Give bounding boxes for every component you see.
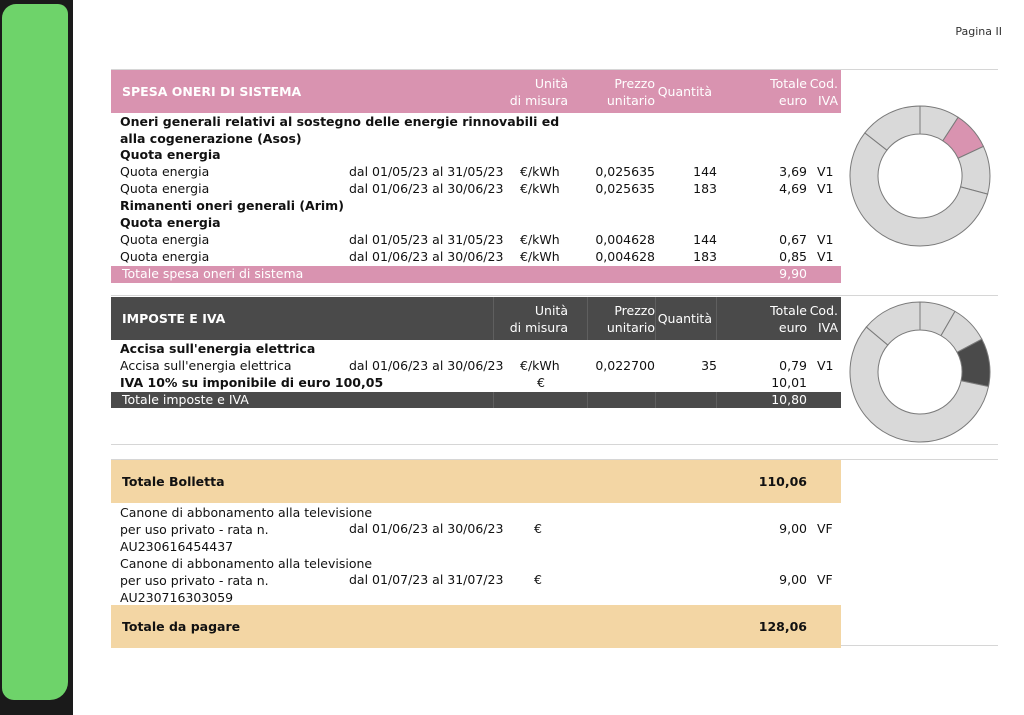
total-value: 9,90 [779,266,807,281]
subsection-heading: Quota energia [120,147,221,162]
imposte-header [111,297,841,340]
col-qty-header: Quantità [657,84,712,99]
section-heading: Oneri generali relativi al sostegno delle energie rinnovabili ed alla cogenerazione (Asos) [120,114,560,146]
redaction-mark [2,4,68,700]
total-label: Totale spesa oneri di sistema [122,266,304,281]
col-unit-header: Unità di misura [509,76,568,108]
table-row: Quota energia dal 01/06/23 al 30/06/23 €/kWh 0,025635 183 4,69 V1 [120,181,834,196]
table-row: Quota energia dal 01/05/23 al 31/05/23 €/kWh 0,004628 144 0,67 V1 [120,232,834,247]
left-margin-strip [0,0,73,715]
col-total-header: Totale euro [770,76,807,108]
imposte-title: IMPOSTE E IVA [122,311,226,326]
table-row: Quota energia dal 01/06/23 al 30/06/23 €/kWh 0,004628 183 0,85 V1 [120,249,834,264]
col-total-header: Totale euro [770,303,807,335]
imposte-donut [848,300,992,444]
page-number: Pagina II [955,25,1002,38]
total-value: 110,06 [758,474,807,489]
col-cod-header: Cod. IVA [809,303,838,335]
pagare-total-row [111,605,841,648]
total-label: Totale da pagare [122,619,241,634]
subsection-heading: Quota energia [120,215,221,230]
total-value: 10,80 [771,392,807,407]
section-heading: Accisa sull'energia elettrica [120,341,316,356]
oneri-header [111,70,841,113]
total-label: Totale imposte e IVA [122,392,249,407]
table-row: Canone di abbonamento alla televisione per uso privato - rata n. AU230716303059 dal 01/07/23 al 31/07/23 € 9,00 VF [120,556,833,605]
oneri-donut [848,104,992,248]
col-unit-header: Unità di misura [509,303,568,335]
col-price-header: Prezzo unitario [606,303,655,335]
imposte-total-row [111,392,841,408]
table-row: IVA 10% su imponibile di euro 100,05 € 10,01 [120,375,807,390]
divider [111,295,998,296]
oneri-title: SPESA ONERI DI SISTEMA [122,84,302,99]
divider [111,444,998,445]
total-value: 128,06 [758,619,807,634]
bolletta-total-row [111,460,841,503]
col-qty-header: Quantità [657,311,712,326]
oneri-total-row [111,266,841,283]
col-price-header: Prezzo unitario [606,76,655,108]
table-row: Accisa sull'energia elettrica dal 01/06/23 al 30/06/23 €/kWh 0,022700 35 0,79 V1 [120,358,834,373]
col-cod-header: Cod. IVA [809,76,838,108]
table-row: Quota energia dal 01/05/23 al 31/05/23 €/kWh 0,025635 144 3,69 V1 [120,164,834,179]
total-label: Totale Bolletta [122,474,225,489]
section-heading: Rimanenti oneri generali (Arim) [120,198,344,213]
table-row: Canone di abbonamento alla televisione per uso privato - rata n. AU230616454437 dal 01/06/23 al 30/06/23 € 9,00 VF [120,505,833,554]
